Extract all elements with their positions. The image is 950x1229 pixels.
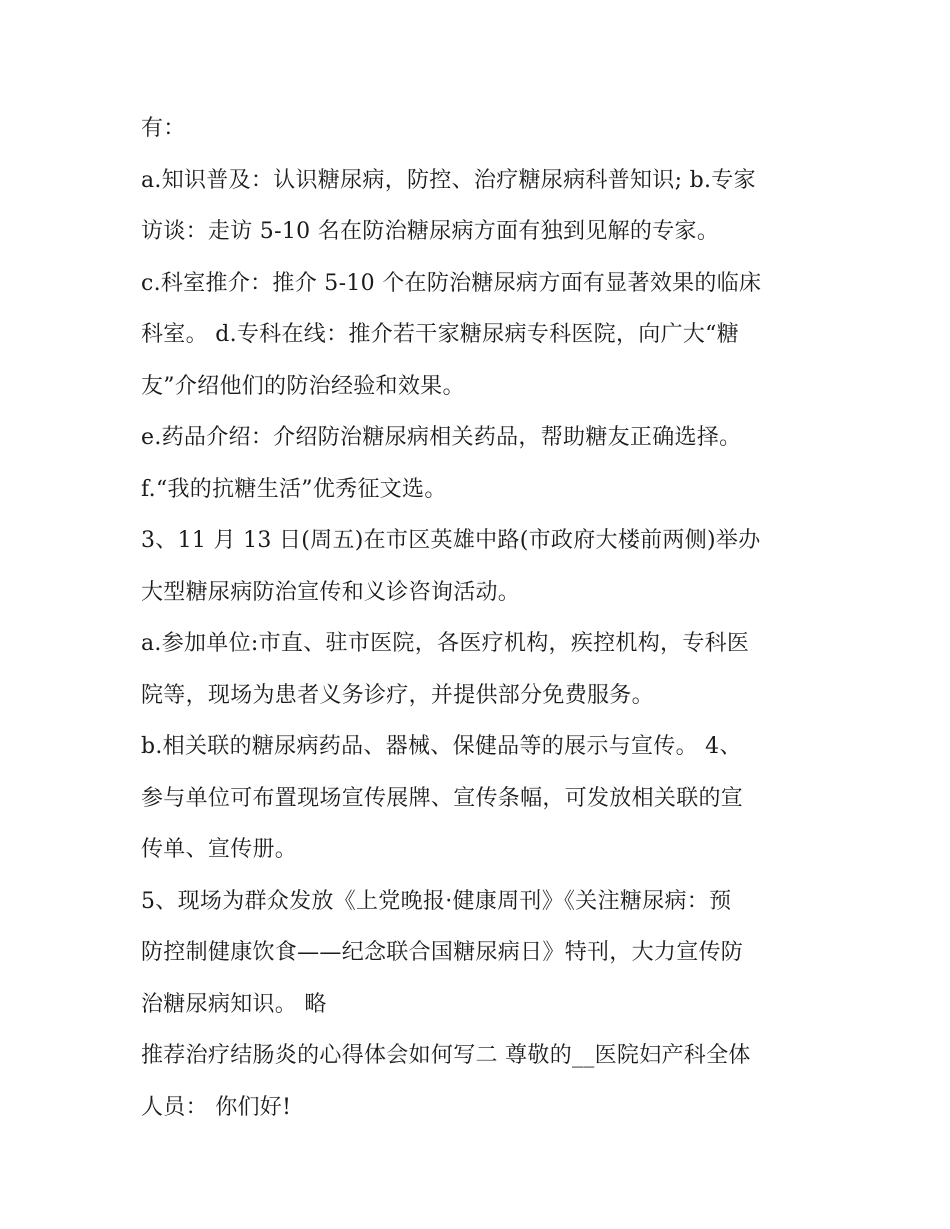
text-line: 3、11 月 13 日(周五)在市区英雄中路(市政府大楼前两侧)举办 [141,528,761,553]
text-line: b.相关联的糖尿病药品、器械、保健品等的展示与宣传。 4、 [141,734,742,759]
text-line: 大型糖尿病防治宣传和义诊咨询活动。 [141,579,521,605]
text-line: 治糖尿病知识。 略 [141,991,327,1017]
text-line: a.参加单位:市直、驻市医院，各医疗机构，疾控机构，专科医 [141,631,750,656]
text-line: 院等，现场为患者义务诊疗，并提供部分免费服务。 [141,682,654,708]
text-line: f.“我的抗糖生活”优秀征文选。 [141,476,447,502]
text-line: 推荐治疗结肠炎的心得体会如何写二 尊敬的__医院妇产科全体 [141,1043,751,1068]
text-line: 友”介绍他们的防治经验和效果。 [141,373,465,399]
text-line: 科室。 d.专科在线：推介若干家糖尿病专科医院，向广大“糖 [141,322,740,347]
text-line: 参与单位可布置现场宣传展牌、宣传条幅，可发放相关联的宣 [141,785,744,811]
text-line: 防控制健康饮食——纪念联合国糖尿病日》特刊，大力宣传防 [141,940,744,965]
text-line: 传单、宣传册。 [141,837,298,862]
text-line: 访谈：走访 5-10 名在防治糖尿病方面有独到见解的专家。 [141,219,720,244]
text-line: e.药品介绍：介绍防治糖尿病相关药品，帮助糖友正确选择。 [141,425,742,450]
text-line: 有： [141,116,186,141]
text-line: 人员： 你们好! [141,1094,292,1120]
text-line: c.科室推介：推介 5-10 个在防治糖尿病方面有显著效果的临床 [141,270,762,296]
text-line: 5、现场为群众发放《上党晚报·健康周刊》《关注糖尿病：预 [141,888,732,914]
text-line: a.知识普及：认识糖尿病，防控、治疗糖尿病科普知识; b.专家 [141,167,756,193]
document-body [141,110,813,1140]
